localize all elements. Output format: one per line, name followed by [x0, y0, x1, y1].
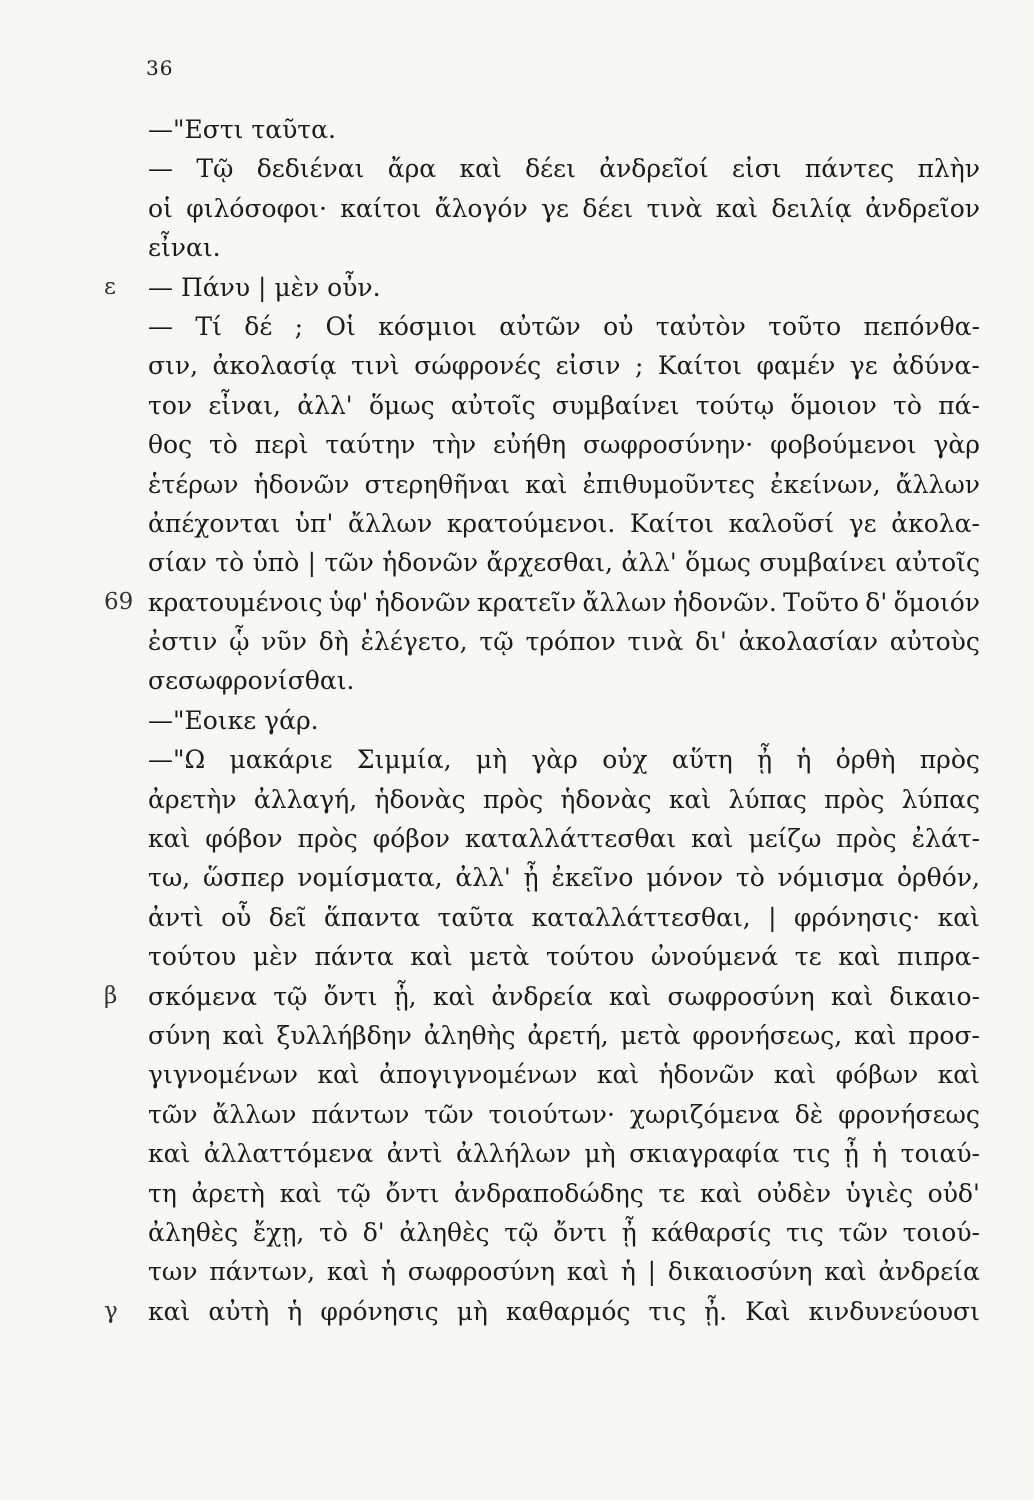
- text-line: — Πάνυ | μὲν οὖν.: [148, 272, 381, 302]
- text-line: καὶ ἀλλαττόμενα ἀντὶ ἀλλήλων μὴ σκιαγραφία τις ᾖ ἡ τοιαύ-: [148, 1139, 980, 1169]
- margin-note: 69: [104, 588, 134, 615]
- text-line: ἀπέχονται ὑπ' ἄλλων κρατούμενοι. Καίτοι καλοῦσί γε ἀκολα-: [148, 508, 980, 538]
- margin-note: ε: [104, 273, 116, 300]
- margin-note: β: [104, 982, 118, 1009]
- text-line: καὶ φόβον πρὸς φόβον καταλλάττεσθαι καὶ μείζω πρὸς ἐλάτ-: [148, 824, 980, 854]
- text-line: ἑτέρων ἡδονῶν στερηθῆναι καὶ ἐπιθυμοῦντες ἐκείνων, ἄλλων: [148, 469, 980, 499]
- text-line: εἶναι.: [148, 233, 221, 263]
- text-line: —"Ω μακάριε Σιμμία, μὴ γὰρ οὐχ αὕτη ᾖ ἡ ὀρθὴ πρὸς: [148, 745, 980, 775]
- text-line: γιγνομένων καὶ ἀπογιγνομένων καὶ ἡδονῶν καὶ φόβων καὶ: [148, 1060, 980, 1090]
- text-line: ἀρετὴν ἀλλαγή, ἡδονὰς πρὸς ἡδονὰς καὶ λύπας πρὸς λύπας: [148, 784, 980, 814]
- text-line: θος τὸ περὶ ταύτην τὴν εὐήθη σωφροσύνην· φοβούμενοι γὰρ: [148, 430, 980, 460]
- text-line: — Τί δέ ; Οἱ κόσμιοι αὐτῶν οὐ ταὐτὸν τοῦτο πεπόνθα-: [148, 311, 980, 341]
- text-line: — Τῷ δεδιέναι ἄρα καὶ δέει ἀνδρεῖοί εἰσι πάντες πλὴν: [148, 154, 980, 184]
- text-line: τον εἶναι, ἀλλ' ὅμως αὐτοῖς συμβαίνει τούτῳ ὅμοιον τὸ πά-: [148, 390, 980, 420]
- text-line: κρατουμένοις ὑφ' ἡδονῶν κρατεῖν ἄλλων ἡδονῶν. Τοῦτο δ' ὅμοιόν: [148, 587, 980, 617]
- text-block: [148, 110, 980, 1331]
- margin-note: γ: [104, 1298, 118, 1324]
- text-line: ἀληθὲς ἔχῃ, τὸ δ' ἀληθὲς τῷ ὄντι ᾖ κάθαρσίς τις τῶν τοιού-: [148, 1217, 980, 1247]
- text-line: σιν, ἀκολασίᾳ τινὶ σώφρονές εἰσιν ; Καίτοι φαμέν γε ἀδύνα-: [148, 351, 980, 381]
- text-line: σκόμενα τῷ ὄντι ᾖ, καὶ ἀνδρεία καὶ σωφροσύνη καὶ δικαιο-: [148, 981, 980, 1011]
- text-line: των πάντων, καὶ ἡ σωφροσύνη καὶ ἡ | δικαιοσύνη καὶ ἀνδρεία: [148, 1257, 980, 1287]
- text-line: τῶν ἄλλων πάντων τῶν τοιούτων· χωριζόμενα δὲ φρονήσεως: [148, 1099, 980, 1129]
- text-line: οἱ φιλόσοφοι· καίτοι ἄλογόν γε δέει τινὰ καὶ δειλίᾳ ἀνδρεῖον: [148, 193, 980, 223]
- text-line: καὶ αὐτὴ ἡ φρόνησις μὴ καθαρμός τις ᾖ. Καὶ κινδυνεύουσι: [148, 1296, 980, 1326]
- text-line: —"Εοικε γάρ.: [148, 705, 319, 735]
- text-line: σύνη καὶ ξυλλήβδην ἀληθὴς ἀρετή, μετὰ φρονήσεως, καὶ προσ-: [148, 1020, 980, 1050]
- text-line: τούτου μὲν πάντα καὶ μετὰ τούτου ὠνούμενά τε καὶ πιπρα-: [148, 942, 980, 972]
- page-number: 36: [146, 56, 174, 80]
- text-line: τω, ὥσπερ νομίσματα, ἀλλ' ᾖ ἐκεῖνο μόνον τὸ νόμισμα ὀρθόν,: [148, 863, 980, 893]
- text-line: τη ἀρετὴ καὶ τῷ ὄντι ἀνδραποδώδης τε καὶ οὐδὲν ὑγιὲς οὐδ': [148, 1178, 980, 1208]
- text-line: σεσωφρονίσθαι.: [148, 666, 355, 696]
- text-line: —"Εστι ταῦτα.: [148, 115, 336, 144]
- text-line: ἐστιν ᾧ νῦν δὴ ἐλέγετο, τῷ τρόπον τινὰ δι' ἀκολασίαν αὐτοὺς: [148, 627, 980, 657]
- text-line: σίαν τὸ ὑπὸ | τῶν ἡδονῶν ἄρχεσθαι, ἀλλ' ὅμως συμβαίνει αὐτοῖς: [148, 548, 980, 578]
- text-line: ἀντὶ οὗ δεῖ ἅπαντα ταῦτα καταλλάττεσθαι, | φρόνησις· καὶ: [148, 902, 980, 932]
